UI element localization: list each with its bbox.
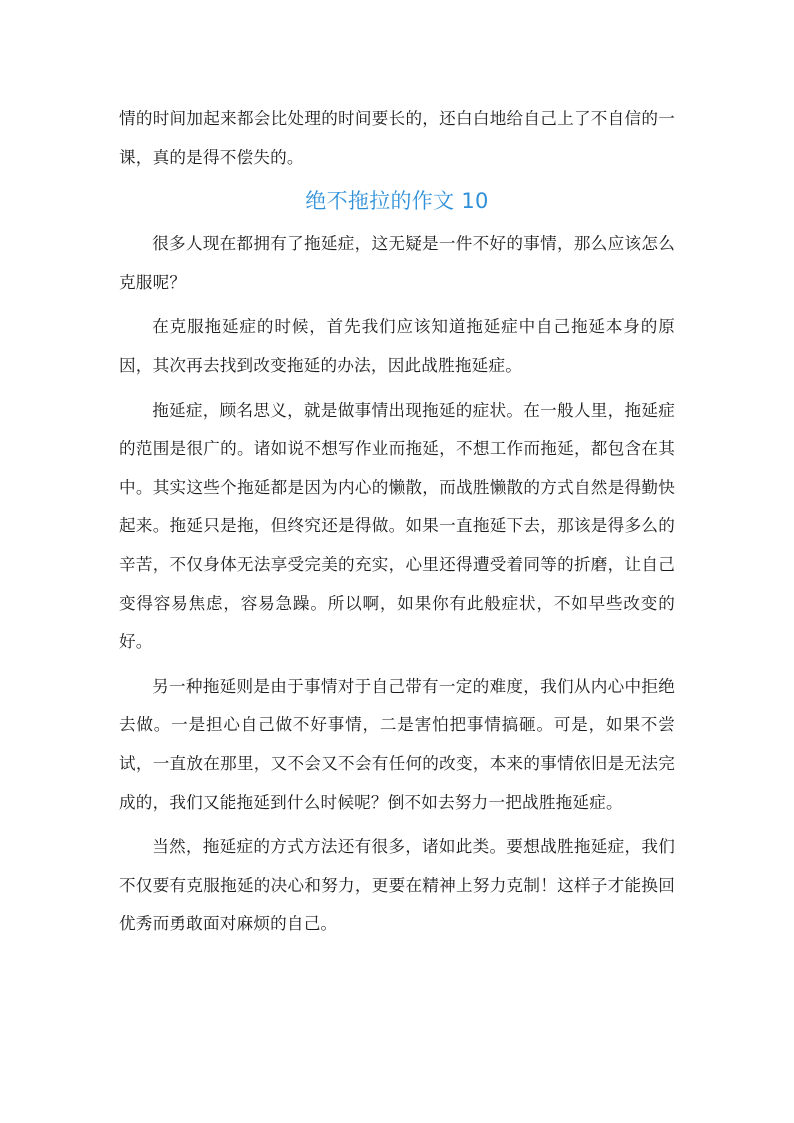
paragraph-1: 很多人现在都拥有了拖延症，这无疑是一件不好的事情，那么应该怎么克服呢？ [119, 234, 675, 292]
paragraph-5: 当然，拖延症的方式方法还有很多，诸如此类。要想战胜拖延症，我们不仅要有克服拖延的决心和努力，更要在精神上努力克制！这样子才能换回优秀而勇敢面对麻烦的自己。 [119, 837, 675, 934]
section-title: 绝不拖拉的作文 10 [305, 189, 489, 214]
lead-paragraph: 情的时间加起来都会比处理的时间要长的，还白白地给自己上了不自信的一课，真的是得不偿失的。 [119, 109, 675, 167]
document-body [119, 100, 675, 944]
paragraph-2: 在克服拖延症的时候，首先我们应该知道拖延症中自己拖延本身的原因，其次再去找到改变拖延的办法，因此战胜拖延症。 [119, 317, 675, 375]
paragraph-4: 另一种拖延则是由于事情对于自己带有一定的难度，我们从内心中拒绝去做。一是担心自己做不好事情，二是害怕把事情搞砸。可是，如果不尝试，一直放在那里，又不会又不会有任何的改变，本来的事情依旧是无法完成的，我们又能拖延到什么时候呢？倒不如去努力一把战胜拖延症。 [119, 676, 675, 812]
paragraph-3: 拖延症，顾名思义，就是做事情出现拖延的症状。在一般人里，拖延症的范围是很广的。诸如说不想写作业而拖延，不想工作而拖延，都包含在其中。其实这些个拖延都是因为内心的懒散，而战胜懒散的方式自然是得勤快起来。拖延只是拖，但终究还是得做。如果一直拖延下去，那该是得多么的辛苦，不仅身体无法享受完美的充实，心里还得遭受着同等的折磨，让自己变得容易焦虑，容易急躁。所以啊，如果你有此般症状，不如早些改变的好。 [119, 400, 675, 652]
